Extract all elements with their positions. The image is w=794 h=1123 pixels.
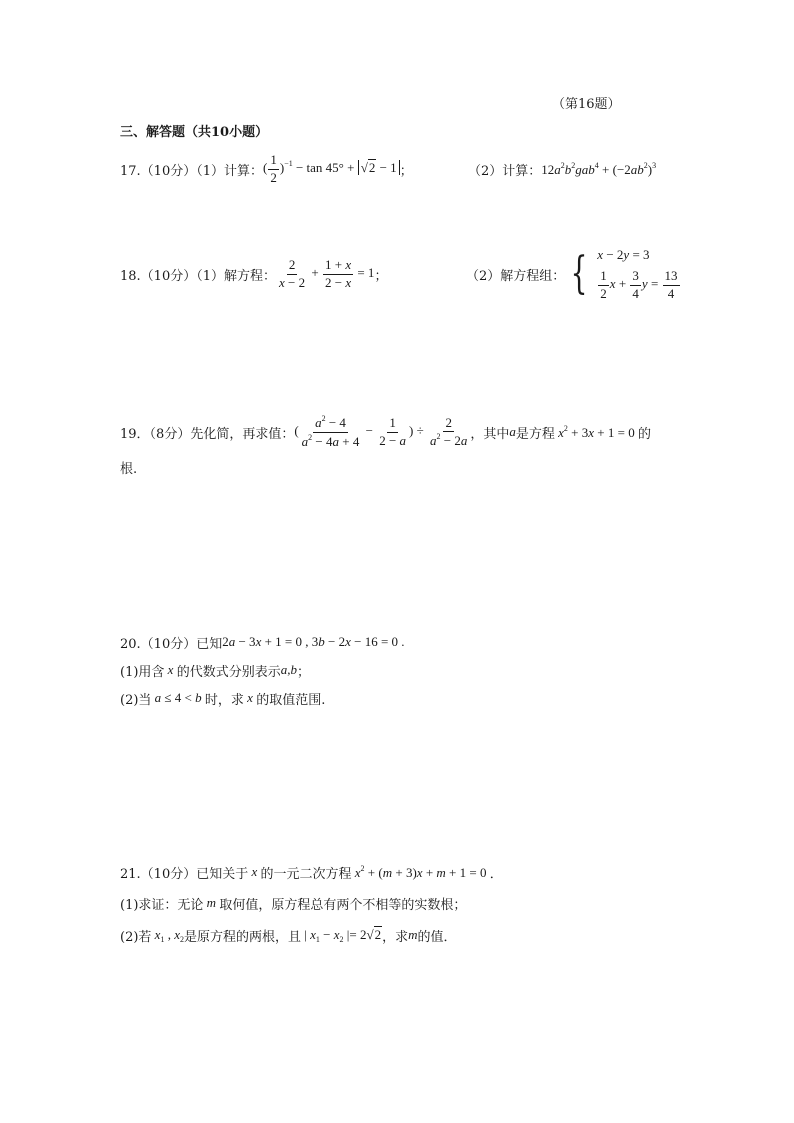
q21-roots: $x_1$ , $x_2$ <box>154 926 184 944</box>
q19-line2: 根. <box>120 462 138 477</box>
q21-part1 <box>120 893 466 913</box>
q20-sub2c: 的取值范围. <box>256 692 326 708</box>
question-21 <box>120 862 503 882</box>
q21-prefix: 21.（10分）已知关于 <box>120 866 249 882</box>
q20-part1 <box>120 660 310 680</box>
q20-comma: , <box>287 662 291 677</box>
q20-sub1b: 的代数式分别表示 <box>176 664 281 680</box>
question-18-part2 <box>466 246 681 302</box>
q21-equation: $x^2 + (m + 3)x + m + 1 = 0$ <box>354 863 490 880</box>
q20-sub2b: 时，求 <box>204 692 244 708</box>
q21-sub1a: (1)求证：无论 <box>120 897 204 913</box>
q21-end: ． <box>489 866 503 882</box>
q19-mid: ，其中 <box>470 426 510 442</box>
q17-suffix: ； <box>399 163 413 179</box>
question-20 <box>120 632 405 652</box>
q18-part2: （2）解方程组： <box>466 268 566 284</box>
section-title: 三、解答题（共10小题） <box>120 125 269 140</box>
q21-condition: | $x_1 - x_2$ |= 2√2 <box>301 926 382 944</box>
system-brace: { <box>570 248 588 299</box>
question-17-part2 <box>468 152 656 186</box>
question-18 <box>120 256 387 292</box>
q18-prefix: 18.（10分）（1）解方程： <box>120 268 276 284</box>
q20-var-x: x <box>164 662 177 677</box>
q20-prefix: 20.（10分）已知 <box>120 636 223 652</box>
q19-var-a: a <box>509 424 516 439</box>
q19-equation: $x^2 + 3x + 1 = 0$ <box>558 423 638 440</box>
q21-sub1b: 取何值，原方程总有两个不相等的实数根； <box>219 897 467 913</box>
q18-suffix: ； <box>374 268 388 284</box>
q20-vars-ab: a <box>280 662 288 677</box>
q20-sub1c: ； <box>296 664 310 680</box>
q20-var-x2: x <box>243 690 257 705</box>
q20-equations: 2a − 3x + 1 = 0 , 3b − 2x − 16 = 0 . <box>222 634 405 649</box>
q21-sub2c: ，求 <box>382 929 409 945</box>
q21-part2 <box>120 924 457 946</box>
q19-tail: 的 <box>637 426 651 442</box>
q20-inequality: a ≤ 4 < b <box>154 690 202 705</box>
q21-var-m: m <box>203 895 220 910</box>
q18-equation: $\frac{2}{x - 2}$ + $\frac{1 + x}{2 - x}$ = 1 <box>279 257 375 290</box>
q21-var-x: x <box>248 864 261 879</box>
q21-sub2d: 的值． <box>417 929 457 945</box>
q21-var-m2: m <box>408 927 418 942</box>
question-19 <box>120 414 651 450</box>
q21-mid: 的一元二次方程 <box>260 866 352 882</box>
q18-system: x − 2y = 3 $\frac{1}{2}$ x + $\frac{3}{4}$ y = $\frac{13}{4}$ <box>597 247 678 301</box>
figure-caption: （第16题） <box>552 97 621 112</box>
q19-expression: ( $\frac{a^2 - 4}{a^2 - 4a + 4}$ − $\frac{1}{2 - a}$ ) ÷ $\frac{2}{a^2 - 2a}$ <box>294 414 468 449</box>
q20-part2 <box>120 688 325 708</box>
q21-sub2a: (2)若 <box>120 929 152 945</box>
q19-mid2: 是方程 <box>515 426 555 442</box>
q17-part2: （2）计算： <box>468 163 542 179</box>
q21-sub2b: 是原方程的两根，且 <box>183 929 301 945</box>
q17-expression-2: $12a^2b^2gab^4 + (-2ab^2)^3$ <box>541 160 657 177</box>
q17-prefix: 17.（10分）（1）计算： <box>120 163 263 179</box>
question-17 <box>120 152 413 186</box>
q20-sub2a: (2)当 <box>120 692 152 708</box>
q20-var-b: b <box>290 662 297 677</box>
q20-sub1a: (1)用含 <box>120 664 165 680</box>
q17-expression-1: ( $\frac{1}{2}$ )$^{-1}$ − tan 45° + √2 − 1 <box>263 153 400 185</box>
q19-prefix: 19．（8分）先化简，再求值： <box>120 426 295 442</box>
